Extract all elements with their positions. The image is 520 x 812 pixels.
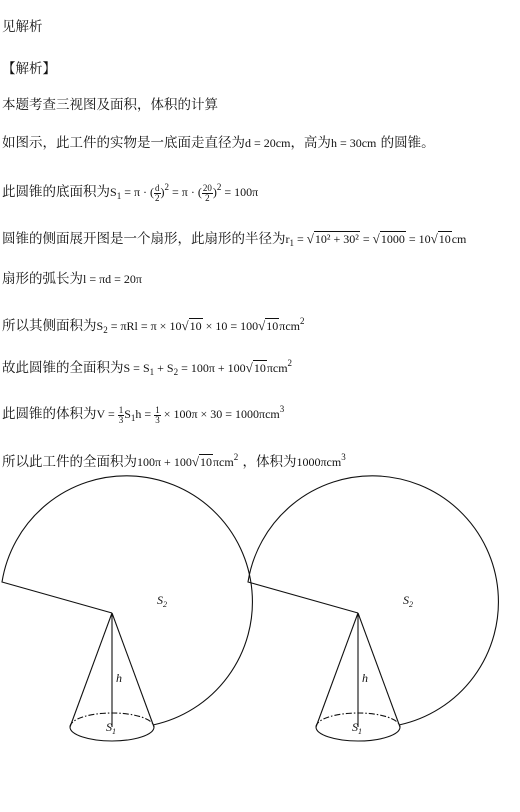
sector-s2-right <box>248 476 498 725</box>
line-base-area: 此圆锥的底面积为$S_1 = \pi$ · ( $\frac{d}{2}$ )$^2$ = π · ( $\frac{20}{2}$ )$^2$ = 100π <box>2 182 259 203</box>
slant-right-1 <box>112 613 154 727</box>
analysis-heading: 【解析】 <box>2 61 56 77</box>
line-lateral-area: 所以其侧面积为$S_2 = \pi Rl = \pi \times 10√10 \times 10 = 100√10\pi cm^2$ <box>2 316 305 335</box>
line-conclusion: 所以此工件的全面积为100π + 100√10πcm$^2$ ，体积为1000πcm$^3$ <box>2 452 346 470</box>
slant-right-2 <box>358 613 400 727</box>
cone-figure-left <box>2 476 252 741</box>
h-label-right: h <box>362 671 368 685</box>
line-volume: 此圆锥的体积为V = $\frac{1}{3}$ $S_1h$ = $\frac{1}{3}$ × 100π × 30 = 1000πcm$^3$ <box>2 404 285 425</box>
s2-label-right: $S_2$ <box>403 593 413 609</box>
line-cone-description: 如图示，此工件的实物是一底面走直径为d = 20cm，高为h = 30cm 的圆锥。 <box>2 135 435 151</box>
slant-left-2 <box>316 613 358 727</box>
h-label-left: h <box>116 671 122 685</box>
s1-label-left: $S_1$ <box>106 720 116 736</box>
line-total-area: 故此圆锥的全面积为$S = S_1 + S_2 = 100\pi + 100√10\pi cm^2$ <box>2 358 293 377</box>
line-topic: 本题考查三视图及面积，体积的计算 <box>2 97 218 113</box>
cone-figures <box>0 470 520 812</box>
slant-left-1 <box>70 613 112 727</box>
sector-s2-left <box>2 476 252 725</box>
line-arc-length: 扇形的弧长为l = πd = 20π <box>2 271 142 287</box>
line-sector-radius: 圆锥的侧面展开图是一个扇形，此扇形的半径为$r_1 = √10^2 + 30^2 = √1000 = 10√10cm$ <box>2 231 467 248</box>
s1-label-right: $S_1$ <box>352 720 362 736</box>
cone-figure-right <box>248 476 498 741</box>
answer-heading: 见解析 <box>2 19 43 35</box>
s2-label-left: $S_2$ <box>157 593 167 609</box>
